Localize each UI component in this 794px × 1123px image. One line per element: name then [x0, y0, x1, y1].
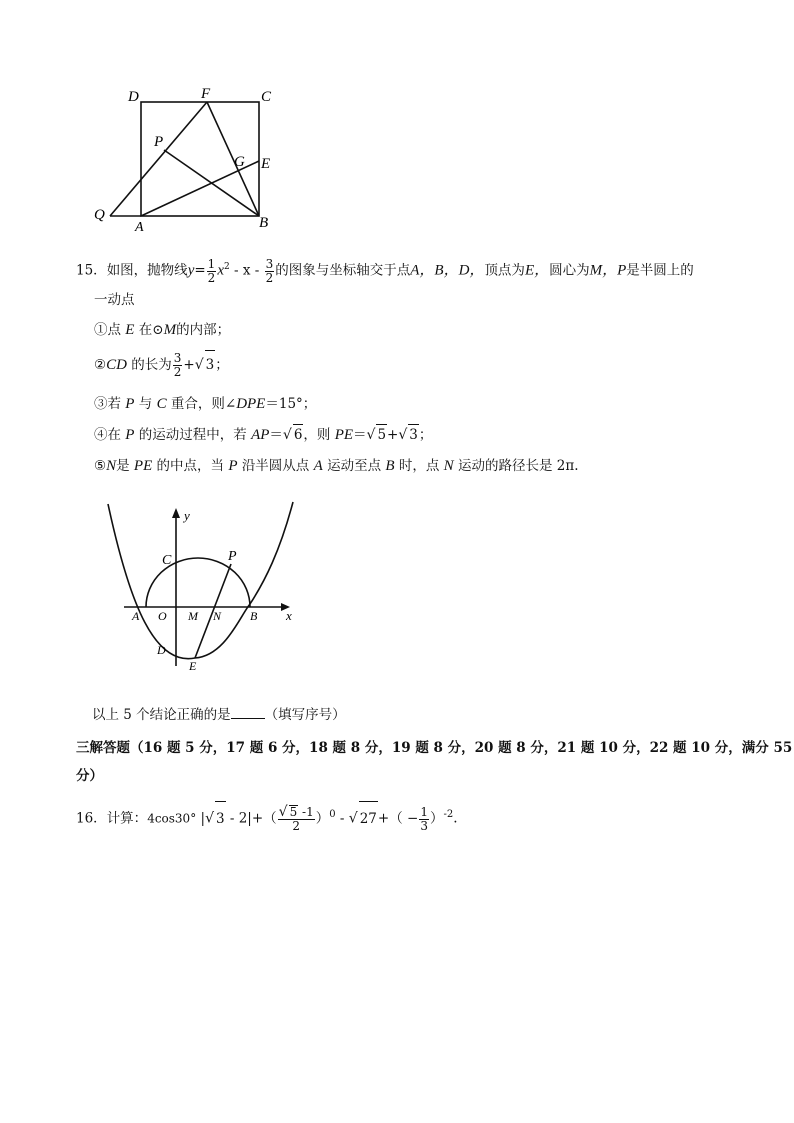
label-P: P — [154, 134, 164, 150]
q16-line: 16．计算：4cos30° |√ 3 - 2|+（ $\frac{√ 5 -1}{2}$ ）$^0$ - √ 27+（ − $\frac{1}{3}$ ）$^{-2}$. — [76, 798, 458, 836]
label-D: D — [128, 89, 139, 105]
answer-blank[interactable] — [231, 704, 265, 719]
label-O: O — [158, 609, 167, 623]
q15-conclusion: 以上 5 个结论正确的是 （填写序号） — [92, 704, 346, 725]
y-axis-arrow — [172, 508, 180, 518]
label-A2: A — [132, 609, 140, 623]
statement-4: ④在 P 的运动过程中，若 AP＝√ 6，则 PE＝√ 5+√ 3； — [94, 424, 432, 445]
label-E: E — [261, 156, 271, 172]
label-D2: D — [157, 643, 166, 657]
label-E2: E — [189, 659, 197, 671]
statement-2: ②CD 的长为 $\frac{3}{2}$ +√ 3； — [94, 351, 229, 379]
parabola-curve — [108, 502, 293, 659]
parabola-figure — [100, 496, 310, 671]
q15-line2: 一动点 — [94, 292, 135, 308]
square-geometry-figure — [88, 82, 288, 232]
label-y: y — [184, 508, 190, 523]
fraction-three-halves: $\frac{3}{2}$ — [265, 256, 274, 285]
label-P2: P — [228, 549, 237, 564]
label-G: G — [234, 154, 245, 170]
section3-heading-line1: 三解答题（16 题 5 分，17 题 6 分，18 题 8 分，19 题 8 分，20 题 8 分，21 题 10 分，22 题 10 分，满分 55 — [76, 740, 793, 756]
label-C2: C — [162, 553, 172, 568]
line-qf — [110, 102, 207, 216]
section3-heading-line2: 分） — [76, 768, 103, 784]
label-A: A — [135, 220, 144, 232]
statement-3: ③若 P 与 C 重合，则∠DPE＝15°； — [94, 396, 317, 412]
q16-number: 16． — [76, 810, 107, 827]
label-x: x — [286, 608, 292, 623]
fraction-one-half: $\frac{1}{2}$ — [207, 256, 216, 285]
label-Q: Q — [94, 207, 105, 223]
q15-line1: 15．如图，抛物线y= $\frac{1}{2}$ $x^2$ - x - $\frac{3}{2}$ 的图象与坐标轴交于点A，B，D，顶点为E，圆心为M，P是半圆上的 — [76, 256, 694, 285]
label-B: B — [259, 215, 269, 231]
label-M: M — [188, 609, 198, 623]
statement-1: ①点 E 在⊙M的内部； — [94, 322, 231, 338]
statement-5: ⑤N是 PE 的中点，当 P 沿半圆从点 A 运动至点 B 时，点 N 运动的路径长是 2π. — [94, 458, 579, 474]
label-C: C — [261, 89, 272, 105]
label-F: F — [201, 86, 211, 102]
label-B2: B — [250, 609, 258, 623]
label-N: N — [213, 609, 222, 623]
q15-number: 15． — [76, 262, 107, 279]
